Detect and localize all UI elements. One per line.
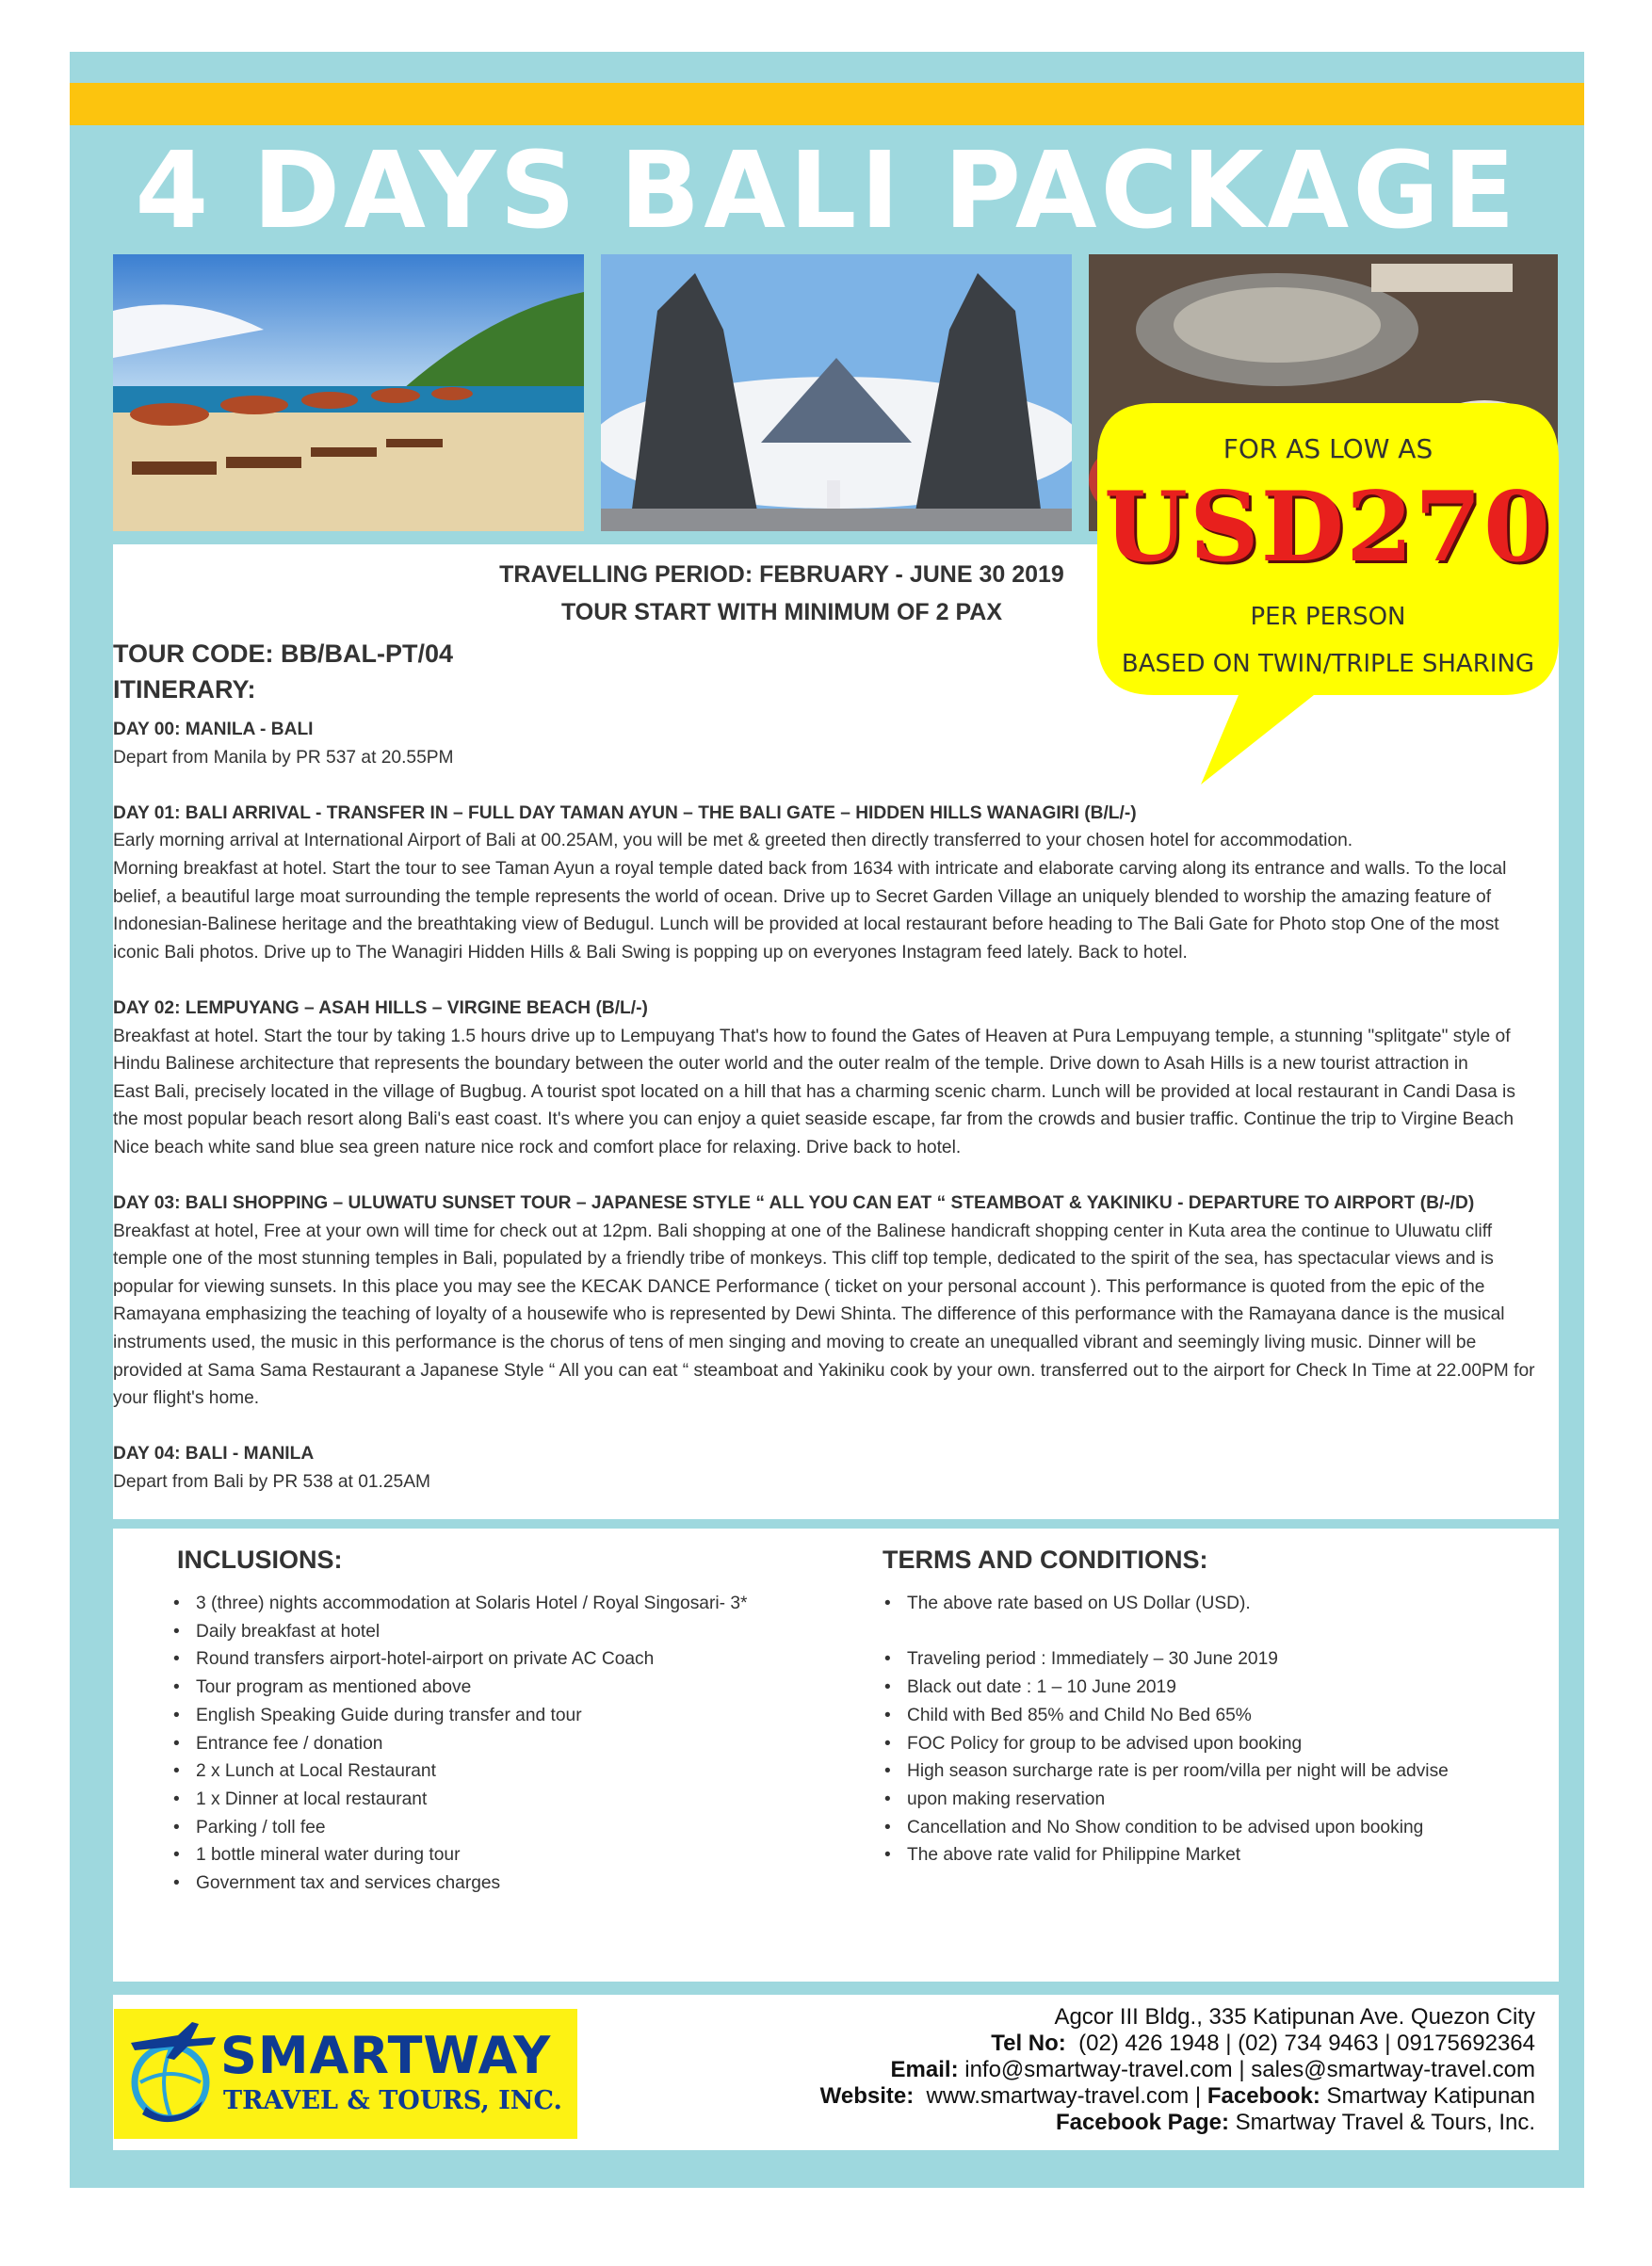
day-line: Breakfast at hotel, Free at your own will time for check out at 12pm. Bali shopping at one of the Balinese handicraft shopping center in Kuta area the continue to Uluwatu cliff	[113, 1221, 1493, 1241]
day-line: Depart from Manila by PR 537 at 20.55PM	[113, 747, 454, 768]
list-item: • Child with Bed 85% and Child No Bed 65%	[881, 1702, 1540, 1730]
facebook-page-link[interactable]: Smartway Travel & Tours, Inc.	[1235, 2110, 1535, 2135]
page-title: 4 DAYS BALI PACKAGE	[135, 130, 1519, 252]
list-item: • Government tax and services charges	[170, 1869, 829, 1898]
terms-list	[881, 1590, 1540, 1869]
list-item: • English Speaking Guide during transfer and tour	[170, 1702, 829, 1730]
day-line: your flight's home.	[113, 1388, 260, 1409]
day-line: temple one of the most stunning temples in Bali, populated by a friendly tribe of monkeys. This cliff top temple, dedicated to the spirit of the sea, has spectacular views and is	[113, 1249, 1494, 1270]
minimum-pax: TOUR START WITH MINIMUM OF 2 PAX	[560, 599, 1003, 625]
day-line: Morning breakfast at hotel. Start the tour to see Taman Ayun a royal temple dated back from 1634 with intricate and elaborate carving along its entrance and walls. To the local	[113, 858, 1507, 879]
facebook-page-label: Facebook Page:	[1055, 2110, 1229, 2135]
inclusions-list	[170, 1590, 829, 1898]
list-item: • 3 (three) nights accommodation at Solaris Hotel / Royal Singosari- 3*	[170, 1590, 829, 1618]
website-line: Website: www.smartway-travel.com | Facebook: Smartway Katipunan	[819, 2083, 1535, 2109]
contact-info	[820, 2004, 1535, 2136]
company-name: SMARTWAY	[220, 2026, 552, 2085]
website-label: Website:	[819, 2083, 915, 2109]
facebook-page-line	[820, 2110, 1535, 2136]
travel-period: TRAVELLING PERIOD: FEBRUARY - JUNE 30 2019	[499, 561, 1064, 588]
day-line: East Bali, precisely located in the village of Bugbug. A tourist spot located on a hill that has a charming scenic charm. Lunch will be provided at local restaurant in Candi Dasa is	[113, 1081, 1515, 1102]
list-item: • The above rate based on US Dollar (USD).	[881, 1590, 1540, 1618]
day-title: DAY 01: BALI ARRIVAL - TRANSFER IN – FULL DAY TAMAN AYUN – THE BALI GATE – HIDDEN HILLS WANAGIRI (B/L/-)	[113, 802, 1137, 823]
website-link[interactable]: www.smartway-travel.com	[926, 2083, 1190, 2109]
address: Agcor III Bldg., 335 Katipunan Ave. Quezon City	[1054, 2004, 1535, 2030]
day-line: Ramayana emphasizing the teaching of loyalty of a housewife who is represented by Dewi Shinta. The difference of this performance with the Ramayana dance is the musical	[113, 1304, 1505, 1325]
sharing-basis: BASED ON TWIN/TRIPLE SHARING	[1121, 650, 1535, 678]
list-item-text: upon making reservation	[907, 1789, 1106, 1809]
day-title: DAY 04: BALI - MANILA	[113, 1444, 315, 1465]
facebook-link[interactable]: Smartway Katipunan	[1326, 2083, 1535, 2109]
list-item: • Daily breakfast at hotel	[170, 1618, 829, 1646]
list-item: • Traveling period : Immediately – 30 June 2019	[881, 1645, 1540, 1674]
top-banner-stripe	[70, 83, 1584, 125]
day-line: Breakfast at hotel. Start the tour by taking 1.5 hours drive up to Lempuyang That's how to found the Gates of Heaven at Pura Lempuyang temple, a stunning "splitgate" style of	[113, 1026, 1511, 1046]
list-item: • Black out date : 1 – 10 June 2019	[881, 1674, 1540, 1702]
globe-plane-icon	[121, 2009, 225, 2139]
list-item: • Cancellation and No Show condition to be advised upon booking	[881, 1814, 1540, 1842]
per-person: PER PERSON	[1250, 603, 1406, 631]
day-line: popular for viewing sunsets. In this place you may see the KECAK DANCE Performance ( ticket on your personal account ). This performance is quoted from the epic of the	[113, 1276, 1485, 1297]
bali-gate-photo	[601, 254, 1072, 531]
phone-line	[820, 2031, 1535, 2057]
list-item: • Entrance fee / donation	[170, 1730, 829, 1758]
list-item: • Tour program as mentioned above	[170, 1674, 829, 1702]
facebook-label: Facebook:	[1207, 2083, 1320, 2109]
day-line: the most popular beach resort along Bali's east coast. It's where you can enjoy a quiet seaside escape, far from the crowds and busier traffic. Continue the trip to Virgine Beach	[113, 1109, 1514, 1130]
itinerary-heading: ITINERARY:	[113, 675, 256, 704]
tour-code: TOUR CODE: BB/BAL-PT/04	[113, 639, 454, 668]
day-line: provided at Sama Sama Restaurant a Japanese Style “ All you can eat “ steamboat and Yakiniku cook by your own. transferred out to the airport for Check In Time at 22.00PM for	[113, 1360, 1535, 1381]
inclusions-heading: INCLUSIONS:	[177, 1546, 343, 1574]
day-line: instruments used, the music in this performance is the chorus of tens of men singing and moving to create an unequalled vibrant and seemingly living music. Dinner will be	[113, 1333, 1477, 1353]
list-item: • High season surcharge rate is per room/villa per night will be advise	[881, 1757, 1540, 1786]
beach-photo	[113, 254, 584, 531]
promo-price: USD270	[1104, 471, 1552, 584]
list-item: • 1 x Dinner at local restaurant	[170, 1786, 829, 1814]
day-line: iconic Bali photos. Drive up to The Wanagiri Hidden Hills & Bali Swing is popping up on everyones Instagram feed lately. Back to hotel.	[113, 942, 1188, 963]
itinerary	[113, 716, 1540, 1524]
day-line: Early morning arrival at International Airport of Bali at 00.25AM, you will be met & greeted then directly transferred to your chosen hotel for accommodation.	[113, 831, 1353, 851]
day-line: Indonesian-Balinese heritage and the breathtaking view of Bedugul. Lunch will be provided at local restaurant before heading to The Bali Gate for Photo stop One of the most	[113, 914, 1499, 935]
company-logo	[114, 2009, 577, 2139]
day-line: Hindu Balinese architecture that represents the boundary between the outer world and the outer realm of the temple. Drive down to Asah Hills is a new tourist attraction in	[113, 1054, 1468, 1075]
day-title: DAY 00: MANILA - BALI	[113, 720, 314, 739]
day-line: Nice beach white sand blue sea green nature nice rock and comfort place for relaxing. Drive back to hotel.	[113, 1137, 962, 1157]
list-item: • 2 x Lunch at Local Restaurant	[170, 1757, 829, 1786]
itinerary-day	[113, 1190, 1540, 1413]
day-line: belief, a beautiful large moat surrounding the temple represents the world of ocean. Drive up to Secret Garden Village an uniquely blended to worship the amazing feature of	[113, 886, 1492, 907]
for-as-low-as: FOR AS LOW AS	[1223, 433, 1433, 464]
tour-code-block	[113, 636, 453, 707]
list-item: • Round transfers airport-hotel-airport on private AC Coach	[170, 1645, 829, 1674]
list-item: • Parking / toll fee	[170, 1814, 829, 1842]
itinerary-day	[113, 1440, 1540, 1496]
itinerary-day	[113, 995, 1540, 1162]
list-item: • FOC Policy for group to be advised upon booking	[881, 1730, 1540, 1758]
email-label: Email:	[890, 2057, 959, 2082]
itinerary-day	[113, 800, 1540, 967]
day-title: DAY 03: BALI SHOPPING – ULUWATU SUNSET TOUR – JAPANESE STYLE “ ALL YOU CAN EAT “ STEAMBOAT & YAKINIKU - DEPARTURE TO AIRPORT (B/-/D)	[113, 1193, 1475, 1214]
list-item: • 1 bottle mineral water during tour	[170, 1841, 829, 1869]
tel-label: Tel No:	[991, 2031, 1066, 2056]
company-subtitle: TRAVEL & TOURS, INC.	[223, 2086, 562, 2115]
email-addresses[interactable]: info@smartway-travel.com | sales@smartway-travel.com	[964, 2057, 1535, 2082]
day-line: Depart from Bali by PR 538 at 01.25AM	[113, 1472, 431, 1493]
list-item-continuation	[881, 1786, 1540, 1814]
list-item: • The above rate valid for Philippine Market	[881, 1841, 1540, 1869]
travel-period-block	[396, 556, 1168, 631]
terms-heading: TERMS AND CONDITIONS:	[883, 1546, 1208, 1574]
phone-numbers: (02) 426 1948 | (02) 734 9463 | 09175692364	[1078, 2031, 1535, 2056]
email-line	[820, 2057, 1535, 2083]
day-title: DAY 02: LEMPUYANG – ASAH HILLS – VIRGINE BEACH (B/L/-)	[113, 997, 648, 1018]
